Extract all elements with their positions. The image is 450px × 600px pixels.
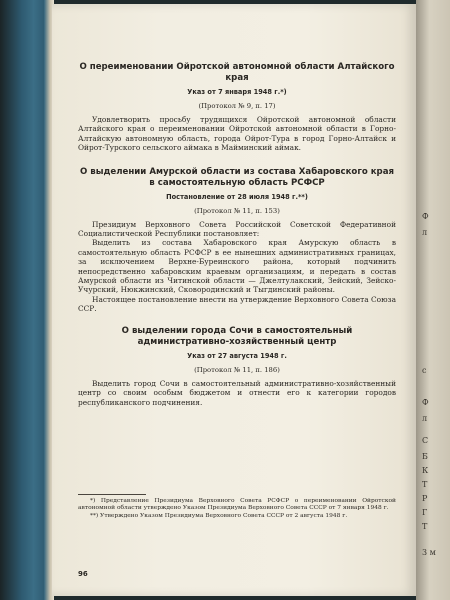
next-page-fragment: Т	[422, 522, 428, 531]
next-page-fragment: К	[422, 466, 429, 475]
section-2-preamble: Президиум Верховного Совета Российской Советской Федеративной Социалистической Республики постановляет:	[78, 219, 396, 239]
footnote-2: **) Утверждено Указом Президиума Верховного Совета СССР от 2 августа 1948 г.	[90, 512, 348, 519]
next-page-fragment: С	[422, 436, 429, 445]
protocol-line-1: (Протокол № 9, п. 17)	[198, 102, 276, 110]
protocol-line-3: (Протокол № 11, п. 186)	[194, 365, 280, 374]
next-page-fragment: Р	[422, 494, 428, 503]
next-page-fragment: Б	[422, 452, 428, 461]
next-page-edge	[416, 0, 450, 600]
section-heading-1: О переименовании Ойротской автономной области Алтайского края	[79, 62, 395, 83]
section-2-paragraph-1: Выделить из состава Хабаровского края Амурскую область в самостоятельную область РСФСР в ее нынешних административных границах, за исключением Верхне-Буреинского района, который подчинить непосредственно хабаровским краевым организациям, и передать в состав Амурской области из Читинской области — Джелтулакский, Зейский, Зейско-Учурский, Нюкжинский, Сковородинский и Тыгдинский районы.	[78, 238, 396, 295]
next-page-fragment: л	[422, 414, 428, 423]
next-page-fragment: 3 м	[422, 548, 436, 557]
next-page-fragment: с	[422, 366, 427, 375]
footnotes	[78, 494, 396, 520]
footnote-divider	[78, 494, 146, 495]
section-heading-2: О выделении Амурской области из состава Хабаровского края в самостоятельную область РСФСР	[79, 166, 395, 188]
book-page	[52, 4, 416, 596]
page-number: 96	[78, 570, 88, 578]
next-page-fragment: Г	[422, 508, 428, 517]
section-3-paragraph: Выделить город Сочи в самостоятельный административно-хозяйственный центр со своим особым бюджетом и отнести его к категории городов республиканского подчинения.	[78, 378, 396, 407]
protocol-line-2: (Протокол № 11, п. 153)	[194, 206, 280, 215]
section-2-paragraph-2: Настоящее постановление внести на утверждение Верховного Совета Союза ССР.	[78, 294, 396, 314]
decree-line-1: Указ от 7 января 1948 г.*)	[187, 88, 287, 96]
next-page-fragment: л	[422, 228, 428, 237]
decree-line-3: Указ от 27 августа 1948 г.	[187, 351, 287, 360]
next-page-fragment: Ф	[422, 398, 429, 407]
next-page-fragment: Ф	[422, 212, 429, 221]
book-spine	[0, 0, 48, 600]
section-heading-3: О выделении города Сочи в самостоятельный административно-хозяйственный центр	[121, 325, 353, 347]
next-page-fragment: Т	[422, 480, 428, 489]
decree-line-2: Постановление от 28 июля 1948 г.**)	[166, 192, 308, 201]
section-1-paragraph: Удовлетворить просьбу трудящихся Ойротской автономной области Алтайского края о переименовании Ойротской автономной области в Горно-Алтайскую автономную область, города Ойрот-Тура в город Горно-Алтайск и Ойрот-Турского сельского аймака в Майминский аймак.	[78, 115, 396, 153]
page-content	[78, 62, 396, 407]
footnote-1: *) Представление Президиума Верховного Совета РСФСР о переименовании Ойротской автономной области утверждено Указом Президиума Верховного Совета СССР от 7 января 1948 г.	[78, 498, 396, 512]
